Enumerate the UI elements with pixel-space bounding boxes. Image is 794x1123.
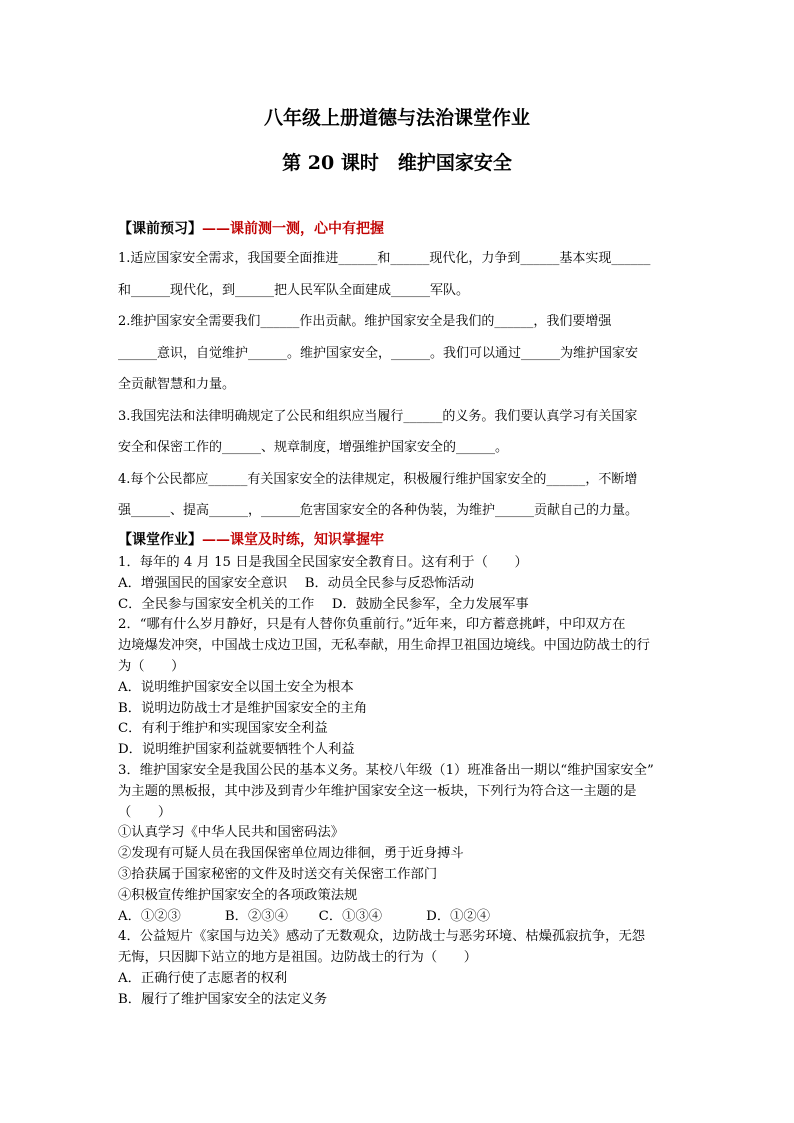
option-line: A．说明维护国家安全以国土安全为根本 [118,679,354,695]
classwork-tag: 【课堂作业】 [118,532,202,548]
option-line: C．全民参与国家安全机关的工作 D．鼓励全民参军，全力发展军事 [118,596,529,612]
statement-line: ①认真学习《中华人民共和国密码法》 [118,825,345,841]
preview-line: 和______现代化，到______把人民军队全面建成______军队。 [118,282,470,298]
question-line: 为（ ） [118,658,185,674]
preview-tagline: ——课前测一测，心中有把握 [202,221,384,237]
question-line: 无悔，只因脚下站立的地方是祖国。边防战士的行为（ ） [118,950,478,966]
preview-line: 安全和保密工作的______、规章制度，增强维护国家安全的______。 [118,440,509,455]
question-line: 4．公益短片《家国与边关》感动了无数观众，边防战士与恶劣环境、枯燥孤寂抗争，无怨 [118,929,646,945]
option-line: B．履行了维护国家安全的法定义务 [118,991,328,1007]
preview-line: 全贡献智慧和力量。 [118,377,236,392]
document-title: 八年级上册道德与法治课堂作业 [263,107,530,129]
option-line: A．增强国民的国家安全意识 B．动员全民参与反恐怖活动 [118,575,475,591]
preview-line: 1.适应国家安全需求，我国要全面推进______和______现代化，力争到______基本实现______ [118,251,651,266]
option-line: C．有利于维护和实现国家安全利益 [118,721,328,737]
statement-line: ④积极宣传维护国家安全的各项政策法规 [118,887,358,903]
option-line: B．说明边防战士才是维护国家安全的主角 [118,700,368,716]
preview-line: ______意识，自觉维护______。维护国家安全，______。我们可以通过______为维护国家安 [118,345,639,361]
question-line: 3．维护国家安全是我国公民的基本义务。某校八年级（1）班准备出一期以“维护国家安全” [118,762,654,778]
preview-line: 强______、提高______，______危害国家安全的各种伪装，为维护______贡献自己的力量。 [118,503,639,518]
preview-line: 2.维护国家安全需要我们______作出贡献。维护国家安全是我们的______，我们要增强 [118,314,612,329]
classwork-section-heading [118,529,384,549]
option-line: A．正确行使了志愿者的权利 [118,970,288,986]
classwork-questions [118,553,680,1011]
preview-questions [118,243,678,527]
option-line: A．①②③ B．②③④ C．①③④ D．①②④ [118,908,491,924]
preview-section-heading [118,218,384,238]
preview-line: 3.我国宪法和法律明确规定了公民和组织应当履行______的义务。我们要认真学习有关国家 [118,408,638,424]
classwork-tagline: ——课堂及时练，知识掌握牢 [202,532,384,548]
preview-line: 4.每个公民都应______有关国家安全的法律规定，积极履行维护国家安全的______，不断增 [118,471,638,487]
question-line: 为主题的黑板报，其中涉及到青少年维护国家安全这一板块，下列行为符合这一主题的是 [118,783,637,799]
statement-line: ②发现有可疑人员在我国保密单位周边徘徊，勇于近身搏斗 [118,846,464,862]
question-line: 边境爆发冲突，中国战士戍边卫国，无私奉献，用生命捍卫祖国边境线。中国边防战士的行 [118,638,650,654]
statement-line: ③拾获属于国家秘密的文件及时送交有关保密工作部门 [118,866,438,882]
question-line: （ ） [118,804,172,820]
lesson-subtitle: 第 20 课时 维护国家安全 [282,152,512,174]
preview-tag: 【课前预习】 [118,221,202,237]
question-line: 2．“哪有什么岁月静好，只是有人替你负重前行。”近年来，印方蓄意挑衅，中印双方在 [118,617,626,633]
question-line: 1．每年的 4 月 15 日是我国全民国家安全教育日。这有利于（ ） [118,555,528,570]
option-line: D．说明维护国家利益就要牺牲个人利益 [118,742,355,758]
